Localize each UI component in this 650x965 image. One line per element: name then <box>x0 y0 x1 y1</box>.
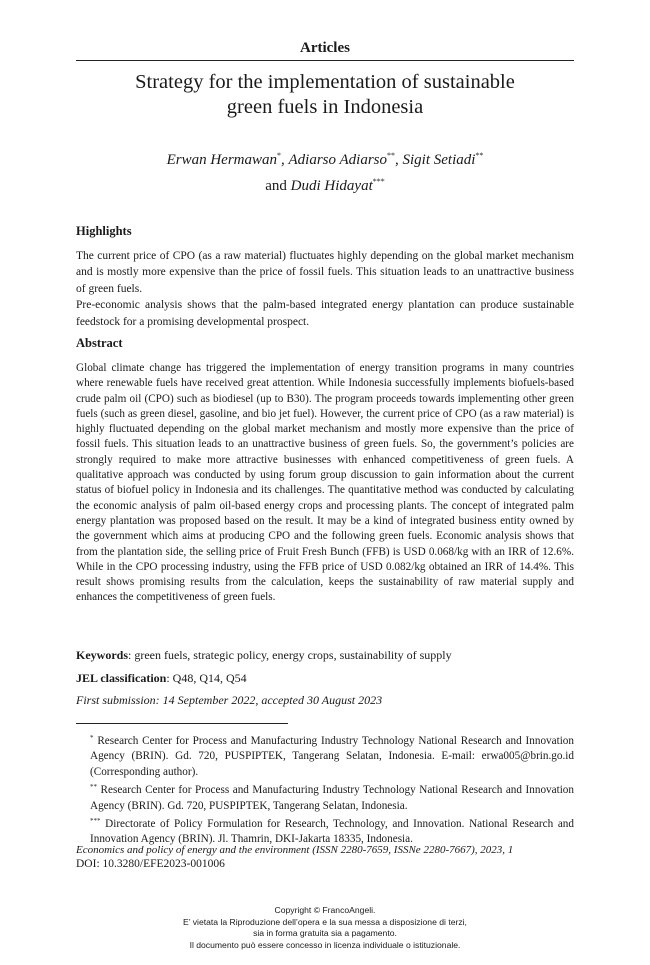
jel-label: JEL classification <box>76 671 167 685</box>
title-line-2: green fuels in Indonesia <box>226 96 424 118</box>
jel-line <box>76 671 574 686</box>
author-line-1 <box>76 145 574 171</box>
footnote-text: Directorate of Policy Formulation for Research, Technology, and Innovation. National Research and Innovation Agency (BRIN). Jl. Thamrin, DKI-Jakarta 18335, Indonesia. <box>90 818 574 846</box>
highlights-body <box>76 248 574 330</box>
author-separator: , <box>395 152 403 168</box>
footnote-mark: ** <box>90 783 97 792</box>
highlights-heading: Highlights <box>76 224 132 238</box>
footnote <box>76 780 574 814</box>
author-name: Erwan Hermawan <box>166 152 277 168</box>
abstract-heading: Abstract <box>76 336 123 350</box>
affiliation-mark: *** <box>372 177 385 186</box>
affiliation-mark: ** <box>387 151 395 160</box>
footnote-mark: * <box>90 734 94 742</box>
author-line-2 <box>76 171 574 197</box>
highlights-heading-block <box>76 224 574 239</box>
footnote-mark: *** <box>90 817 101 826</box>
footnote-rule <box>76 723 288 724</box>
author-list <box>76 145 574 197</box>
abstract-body <box>76 361 574 606</box>
highlight-paragraph: Pre-economic analysis shows that the palm-based integrated energy plantation can produce sustainable feedstock for a promising developmental prospect. <box>76 299 574 328</box>
author-name: Sigit Setiadi <box>402 152 476 168</box>
copyright-line: sia in forma gratuita sia a pagamento. <box>253 928 397 938</box>
keywords-label: Keywords <box>76 648 128 662</box>
copyright-line: Il documento può essere concesso in licenza individuale o istituzionale. <box>189 939 461 950</box>
title-line-1: Strategy for the implementation of sustainable <box>135 71 515 93</box>
keywords-line <box>76 648 574 663</box>
header-rule <box>76 60 574 61</box>
affiliation-mark: * <box>277 151 281 160</box>
keywords-value: : green fuels, strategic policy, energy crops, sustainability of supply <box>128 648 452 662</box>
copyright-line: E’ vietata la Riproduzione dell’opera e la sua messa a disposizione di terzi, <box>183 916 467 927</box>
footnote <box>76 731 574 780</box>
abstract-text: Global climate change has triggered the implementation of energy transition programs in many countries where renewable fuels have received great attention. While Indonesia successfully implements biofuels-based crude palm oil (CPO) such as biodiesel (up to B30). The program proceeds towards implementing other green fuels (such as green diesel, gasoline, and bio jet fuel). However, the current price of CPO (as a raw material) is highly fluctuated depending on the global market mechanism and mostly more expensive than the price of fossil fuels. This situation leads to an unattractive business of green fuels. So, the government’s policies are strongly required to make more attractive businesses with enhanced competitiveness of green fuels. A qualitative approach was conducted by using forum group discussion to gain information about the current status of biofuel policy in Indonesia and its challenges. The quantitative method was conducted by calculating the economic analysis of palm oil-based energy crops and processing plants. The concept of integrated palm energy plantation was proposed based on the result. It may be a kind of integrated business entity owned by the government which aims at producing CPO and the following green fuels. Economic analysis shows that from the plantation side, the selling price of Fruit Fresh Bunch (FFB) is USD 0.068/kg with an IRR of 12.6%. While in the CPO processing industry, using the FFB price of USD 0.082/kg obtained an IRR of 14.4%. This result shows promising results from the calculation, keeps the sustainability of raw material supply and enhances the competitiveness of green fuels. <box>76 362 574 604</box>
affiliation-mark: ** <box>475 151 484 160</box>
footnote-text: Research Center for Process and Manufacturing Industry Technology National Research and Innovation Agency (BRIN). Gd. 720, PUSPIPTEK, Tangerang Selatan, Indonesia. E-mail: erwa005@brin.go.id (Corresponding author). <box>90 735 574 778</box>
abstract-heading-block <box>76 336 574 351</box>
submission-dates: First submission: 14 September 2022, accepted 30 August 2023 <box>76 693 383 707</box>
author-name: Dudi Hidayat <box>290 178 373 194</box>
copyright-notice <box>0 905 650 951</box>
article-title <box>76 70 574 120</box>
section-label: Articles <box>300 40 350 56</box>
jel-value: : Q48, Q14, Q54 <box>166 671 247 685</box>
author-separator: , <box>281 152 289 168</box>
journal-citation: Economics and policy of energy and the environment (ISSN 2280-7659, ISSNe 2280-7667), 2023, 1 <box>76 844 514 856</box>
highlight-paragraph: The current price of CPO (as a raw material) fluctuates highly depending on the global market mechanism and is mostly more expensive than the price of fossil fuels. This situation leads to an unattractive business of green fuels. <box>76 250 574 295</box>
footnote-text: Research Center for Process and Manufacturing Industry Technology National Research and Innovation Agency (BRIN). Gd. 720, PUSPIPTEK, Tangerang Selatan, Indonesia. <box>90 784 574 812</box>
author-conjunction: and <box>265 178 291 194</box>
doi-line: DOI: 10.3280/EFE2023-001006 <box>76 858 225 870</box>
copyright-line: Copyright © FrancoAngeli. <box>274 905 376 915</box>
author-name: Adiarso Adiarso <box>288 152 387 168</box>
footnotes <box>76 731 574 848</box>
